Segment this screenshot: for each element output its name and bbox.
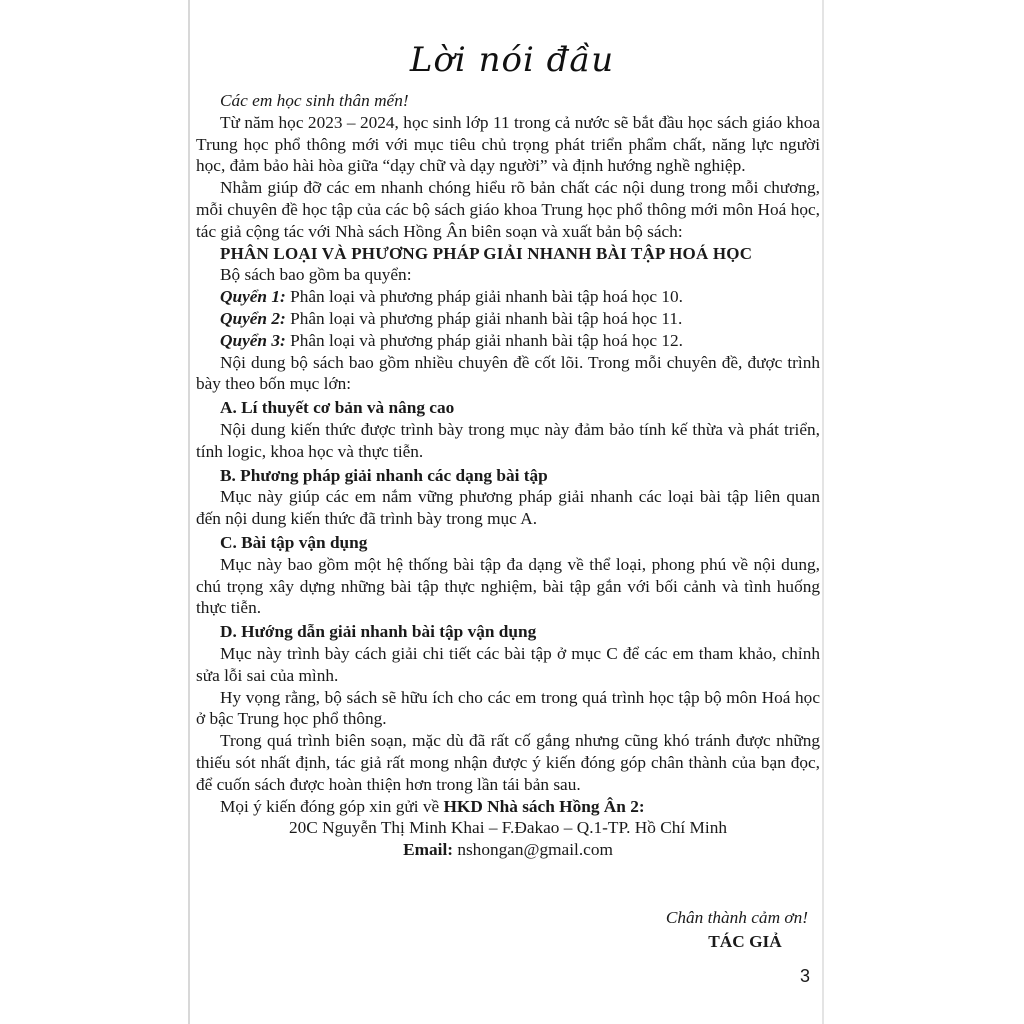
volume-item (196, 286, 820, 308)
page-number: 3 (800, 966, 811, 986)
paragraph-hope: Hy vọng rằng, bộ sách sẽ hữu ích cho các em trong quá trình học tập bộ môn Hoá học ở bậc Trung học phổ thông. (196, 687, 820, 729)
document-body (196, 90, 820, 861)
email-label: Email: (403, 840, 453, 860)
email-address: nshongan@gmail.com (453, 840, 613, 860)
paragraph-contents: Nội dung bộ sách bao gồm nhiều chuyên đề cốt lõi. Trong mỗi chuyên đề, được trình bày theo bốn mục lớn: (196, 352, 820, 394)
series-title: PHÂN LOẠI VÀ PHƯƠNG PHÁP GIẢI NHANH BÀI TẬP HOÁ HỌC (220, 243, 753, 263)
volume-label: Quyển 1: (220, 287, 286, 307)
paragraph-feedback: Trong quá trình biên soạn, mặc dù đã rất cố gắng nhưng cũng khó tránh được những thiếu sót nhất định, tác giả rất mong nhận được ý kiến đóng góp chân thành của bạn đọc, để cuốn sách được hoàn thiện hơn trong lần tái bản sau. (196, 731, 820, 794)
volume-item (196, 330, 820, 352)
author-signature: TÁC GIẢ (708, 932, 782, 951)
paragraph-intro: Từ năm học 2023 – 2024, học sinh lớp 11 trong cả nước sẽ bắt đầu học sách giáo khoa Trung học phổ thông mới với mục tiêu chủ trọng phát triển phẩm chất, năng lực người học, đảm bảo hài hòa giữa “dạy chữ và dạy người” và định hướng nghề nghiệp. (196, 112, 820, 176)
thanks-note: Chân thành cảm ơn! (665, 908, 808, 927)
page-right-edge (822, 0, 824, 1024)
contact-lead: Mọi ý kiến đóng góp xin gửi về (220, 796, 444, 816)
volume-text: Phân loại và phương pháp giải nhanh bài tập hoá học 11. (285, 308, 683, 328)
section-c-text: Mục này bao gồm một hệ thống bài tập đa dạng về thể loại, phong phú về nội dung, chú trọng xây dựng những bài tập thực nghiệm, bài tập gắn với bối cảnh và tình huống thực tiễn. (196, 554, 820, 618)
greeting: Các em học sinh thân mến! (220, 91, 409, 110)
page-left-edge (188, 0, 190, 1024)
section-d-text: Mục này trình bày cách giải chi tiết các bài tập ở mục C để các em tham khảo, chỉnh sửa lỗi sai của mình. (196, 643, 820, 685)
paragraph-purpose: Nhằm giúp đỡ các em nhanh chóng hiểu rõ bản chất các nội dung trong mỗi chương, mỗi chuyên đề học tập của các bộ sách giáo khoa Trung học phổ thông mới môn Hoá học, tác giả cộng tác với Nhà sách Hồng Ân biên soạn và xuất bản bộ sách: (196, 178, 820, 241)
volume-text: Phân loại và phương pháp giải nhanh bài tập hoá học 12. (285, 330, 683, 350)
section-b-heading: B. Phương pháp giải nhanh các dạng bài tập (220, 465, 548, 485)
section-a-text: Nội dung kiến thức được trình bày trong mục này đảm bảo tính kế thừa và phát triển, tính logic, khoa học và thực tiễn. (196, 419, 820, 461)
contact-line (196, 796, 820, 818)
page-title: Lời nói đầu (409, 40, 615, 80)
contact-email-line (196, 839, 820, 861)
volume-label: Quyển 2: (220, 308, 286, 328)
series-intro: Bộ sách bao gồm ba quyển: (220, 265, 412, 285)
section-b-text: Mục này giúp các em nắm vững phương pháp giải nhanh các loại bài tập liên quan đến nội dung kiến thức đã trình bày trong mục A. (196, 487, 820, 529)
contact-address: 20C Nguyễn Thị Minh Khai – F.Đakao – Q.1-TP. Hồ Chí Minh (288, 818, 727, 838)
section-d-heading: D. Hướng dẫn giải nhanh bài tập vận dụng (220, 622, 537, 642)
section-a-heading: A. Lí thuyết cơ bản và nâng cao (220, 398, 455, 418)
volume-label: Quyển 3: (220, 330, 286, 350)
volume-text: Phân loại và phương pháp giải nhanh bài tập hoá học 10. (285, 287, 683, 307)
volume-item (196, 308, 820, 330)
section-c-heading: C. Bài tập vận dụng (220, 532, 368, 552)
contact-org: HKD Nhà sách Hồng Ân 2: (443, 796, 645, 816)
